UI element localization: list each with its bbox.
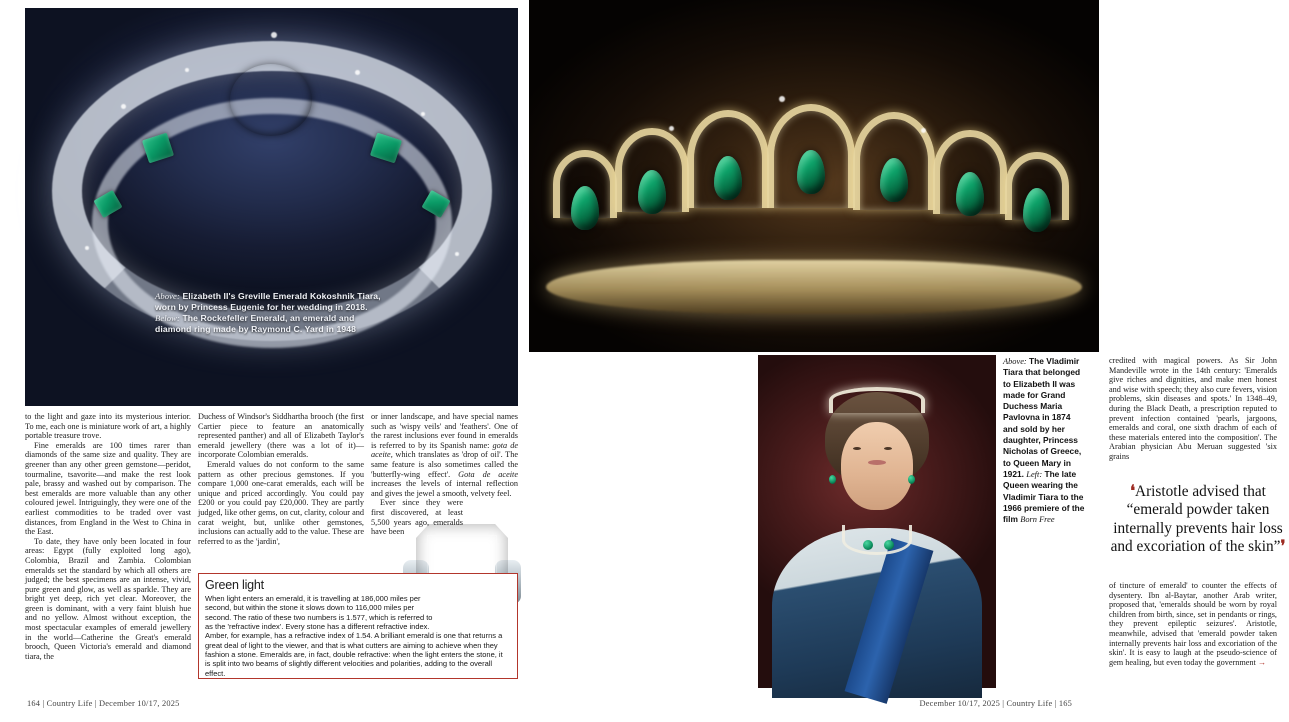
caption-text-above: The Vladimir Tiara that belonged to Elizabeth II was made for Grand Duchess Maria Pavlovna in 1874 and sold by her daughter, Princess Nicholas of Greece, to Queen Mary in 1921.: [1003, 356, 1082, 479]
sidebar-title: Green light: [205, 578, 264, 592]
paragraph: Emerald values do not conform to the same pattern as other precious gemstones. If you compare 1,000 one-carat emeralds, each will be unique and priced accordingly. You could pay £200 or you could pay £20,000. They are partly judged, like other gems, on cut, clarity, colour and carat weight, but, unlike other gemstones, inclusions can actually add to the value. These are referred to as the 'jardin',: [198, 459, 364, 546]
caption-text-above: Elizabeth II's Greville Emerald Kokoshnik Tiara, worn by Princess Eugenie for her wedding in 2018.: [155, 291, 381, 312]
vladimir-tiara-caption: [1003, 356, 1085, 525]
folio-right: December 10/17, 2025 | Country Life | 165: [919, 699, 1072, 708]
caption-text-below: The Rockefeller Emerald, an emerald and diamond ring made by Raymond C. Yard in 1948: [155, 312, 356, 334]
folio-left: 164 | Country Life | December 10/17, 2025: [27, 699, 180, 708]
kokoshnik-caption: [155, 291, 385, 335]
latin-term-2: Gota de aceite: [458, 469, 518, 479]
sparkle: [421, 112, 425, 116]
right-column-1: [1109, 356, 1277, 462]
portrait-tiara: [829, 387, 925, 413]
caption-film-title: Born Free: [1020, 515, 1055, 525]
left-column-1: [25, 412, 191, 661]
paragraph: credited with magical powers. As Sir John Mandeville wrote in the 14th century: 'Emeralds give riches and dignities, and make men honest and wise with speech; they also cure fevers, vision problems, skin diseases and spots.' In 1348–49, during the Black Death, a prescription reputed to prevent infection contained 'pearls, jargoons, emeralds and coral, one sixth drachm of each of these materials entered into the composition'. The Arabian physician Abu Meruan suggested 'six grains: [1109, 356, 1277, 461]
sparkle: [669, 126, 674, 131]
paragraph-text: of tincture of emerald' to counter the effects of dysentery. Ibn al-Baytar, another Arab writer, proposed that, 'emeralds should be worn by royal children from birth, since, set in pendants or rings, they prevent epileptic seizures'. Aristotle, meanwhile, advised that 'emerald powder taken internally prevents hair loss and excoriation of the skin'. It is easy to laugh at the pseudo-science of gem healing, but even today the government: [1109, 581, 1277, 667]
sidebar-image-wrap: [444, 573, 516, 627]
quote-open-mark: ❛: [1130, 483, 1136, 500]
paragraph-part: , which translates as 'drop of oil'. The same feature is also sometimes called the 'butterfly-wing effect'.: [371, 450, 518, 479]
sparkle: [85, 246, 89, 250]
caption-lead-above: Above:: [1003, 357, 1027, 366]
necklace-emerald: [863, 540, 873, 550]
paragraph-part: or inner landscape, and have special names such as 'wispy veils' and 'feathers'. One of the rarest inclusions ever found in emeralds is referred to by its Spanish name:: [371, 412, 518, 450]
sparkle: [271, 32, 277, 38]
portrait-necklace: [842, 525, 912, 555]
continuation-arrow-icon: →: [1257, 657, 1267, 667]
tiara-base-band: [546, 260, 1082, 314]
paragraph-part: increases the levels of internal reflection and gives the jewel a smooth, velvety feel.: [371, 479, 518, 498]
paragraph: to the light and gaze into its mysterious interior. To me, each one is miniature work of art, a highly portable treasure trove.: [25, 412, 191, 441]
necklace-emerald: [884, 540, 894, 550]
sparkle: [455, 252, 459, 256]
paragraph: Fine emeralds are 100 times rarer than diamonds of the same size and quality. They are greener than any other green gemstone—peridot, tourmaline, tsavorite—and make the rest look pale, brassy and washed out by comparison. The best emeralds are more valuable than any other coloured jewel. Intriguingly, they were one of the earliest commodities to be traded over vast distances, from England in the West to China in the East.: [25, 440, 191, 537]
center-cabochon-emerald: [230, 64, 312, 136]
paragraph: Duchess of Windsor's Siddhartha brooch (the first Cartier piece to feature an anatomically represented panther) and all of Elizabeth Taylor's emerald jewellery (there was a lot of it)—incorporate Colombian emeralds.: [198, 412, 364, 460]
caption-lead-left: Left:: [1026, 469, 1043, 479]
paragraph: Ever since they were first discovered, at least 5,500 years ago, emeralds have been: [371, 498, 463, 537]
sparkle: [185, 68, 189, 72]
vladimir-tiara-photo: [529, 0, 1099, 352]
caption-text-left: The late Queen wearing the Vladimir Tiara to the 1966 premiere of the film: [1003, 468, 1085, 525]
paragraph: [1109, 581, 1277, 667]
queen-elizabeth-portrait: [758, 355, 996, 688]
caption-lead-above: Above:: [155, 291, 180, 301]
earring-emerald: [908, 475, 915, 484]
sparkle: [121, 104, 126, 109]
portrait-mouth: [868, 460, 886, 465]
paragraph: To date, they have only been located in four areas: Egypt (fully exploited long ago), Colombia, Brazil and Zambia. Colombian emeralds set the standard by which all others are judged; the best specimens are an intense, vivid, pure green and glow, as well as sparkle. They are bright yet deep, rich yet clear. Moreover, the green is dominant, with a very faint bluish hue and no yellow. Almost without exception, the most spectacular examples of emerald jewellery in the world—Catherine the Great's emerald brooch, Queen Victoria's emerald and diamond tiara, the: [25, 536, 191, 661]
portrait-eye-right: [884, 447, 892, 450]
left-column-2: [198, 412, 364, 546]
portrait-eye-left: [853, 447, 861, 450]
latin-term-1: gota de aceite: [371, 440, 518, 460]
sparkle: [355, 70, 360, 75]
sparkle: [779, 96, 785, 102]
pull-quote: [1107, 483, 1289, 557]
quote-close-mark: ❜: [1280, 538, 1286, 556]
kokoshnik-tiara-photo: [25, 8, 518, 406]
paragraph: [371, 412, 518, 498]
left-page: [0, 0, 524, 722]
earring-emerald: [829, 475, 836, 484]
sidebar-body-text: When light enters an emerald, it is travelling at 186,000 miles per second, but within the stone it slows down to 116,000 miles per second. The ratio of these two numbers is 1.577, which is referred to as the 'refractive index'. Every stone has a different refractive index. Amber, for example, has a refractive index of 1.54. A brilliant emerald is one that returns a great deal of light to the viewer, and that is what cutters are aiming to achieve when they fashion a stone. Emeralds are, in fact, double refractive: when the light enters the stone, it is split into two beams of slightly different velocities and polarities, adding to the overall effect.: [205, 594, 503, 678]
caption-lead-below: Below:: [155, 312, 180, 323]
green-light-sidebar: [198, 573, 518, 679]
right-column-2: [1109, 581, 1277, 667]
sparkle: [921, 128, 926, 133]
pull-quote-text: Aristotle advised that “emerald powder taken internally prevents hair loss and excoriation of the skin”: [1110, 483, 1283, 556]
portrait-face: [841, 422, 913, 510]
